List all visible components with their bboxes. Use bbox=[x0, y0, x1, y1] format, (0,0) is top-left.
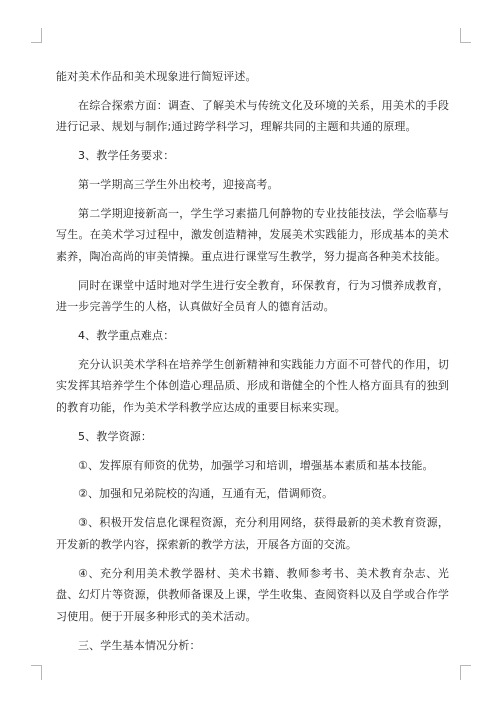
document-body bbox=[56, 66, 449, 663]
resource-item-4: ④、充分利用美术教学器材、美术书籍、教师参考书、美术教育杂志、光盘、幻灯片等资源，供教师备课及上课，学生收集、查阅资料以及自学或合作学习使用。便于开展多种形式的美术活动。 bbox=[56, 566, 449, 623]
section-heading-teaching-requirements: 3、教学任务要求： bbox=[78, 149, 175, 163]
section-heading-teaching-resources: 5、教学资源： bbox=[78, 429, 153, 443]
crop-mark-bottom-left bbox=[31, 665, 42, 680]
resource-item-2: ②、加强和兄弟院校的沟通，互通有无，借调师资。 bbox=[78, 487, 334, 501]
paragraph-continuation: 能对美术作品和美术现象进行简短评述。 bbox=[56, 70, 257, 83]
crop-mark-top-right bbox=[460, 28, 471, 43]
paragraph-key-difficulties: 充分认识美术学科在培养学生创新精神和实践能力方面不可替代的作用，切实发挥其培养学生个体创造心理品质、形成和谐健全的个性人格方面具有的独到的教育功能，作为美术学科教学应达成的重要目标来实现。 bbox=[56, 357, 449, 415]
paragraph-second-semester: 第二学期迎接新高一，学生学习素描几何静物的专业技能技法，学会临摹与写生。在美术学习过程中，激发创造精神，发展美术实践能力，形成基本的美术素养，陶冶高尚的审美情操。重点进行课堂写生教学，努力提高各种美术技能。 bbox=[56, 206, 449, 263]
paragraph-integrated-exploration: 在综合探索方面：调查、了解美术与传统文化及环境的关系，用美术的手段进行记录、规划与制作;通过跨学科学习，理解共同的主题和共通的原理。 bbox=[56, 98, 449, 134]
resource-item-3: ③、积极开发信息化课程资源，充分利用网络，获得最新的美术教育资源，开发新的教学内容，探索新的教学方法，开展各方面的交流。 bbox=[56, 516, 449, 551]
paragraph-first-semester: 第一学期高三学生外出校考，迎接高考。 bbox=[78, 177, 279, 191]
crop-mark-top-left bbox=[31, 28, 42, 43]
section-heading-key-difficulties: 4、教学重点难点： bbox=[78, 329, 175, 343]
section-heading-student-analysis: 三、学生基本情况分析： bbox=[78, 638, 201, 652]
resource-item-1: ①、发挥原有师资的优势，加强学习和培训，增强基本素质和基本技能。 bbox=[78, 458, 434, 472]
paragraph-safety-education: 同时在课堂中适时地对学生进行安全教育，环保教育，行为习惯养成教育，进一步完善学生的人格，认真做好全员育人的德育活动。 bbox=[56, 278, 449, 314]
crop-mark-bottom-right bbox=[460, 665, 471, 680]
